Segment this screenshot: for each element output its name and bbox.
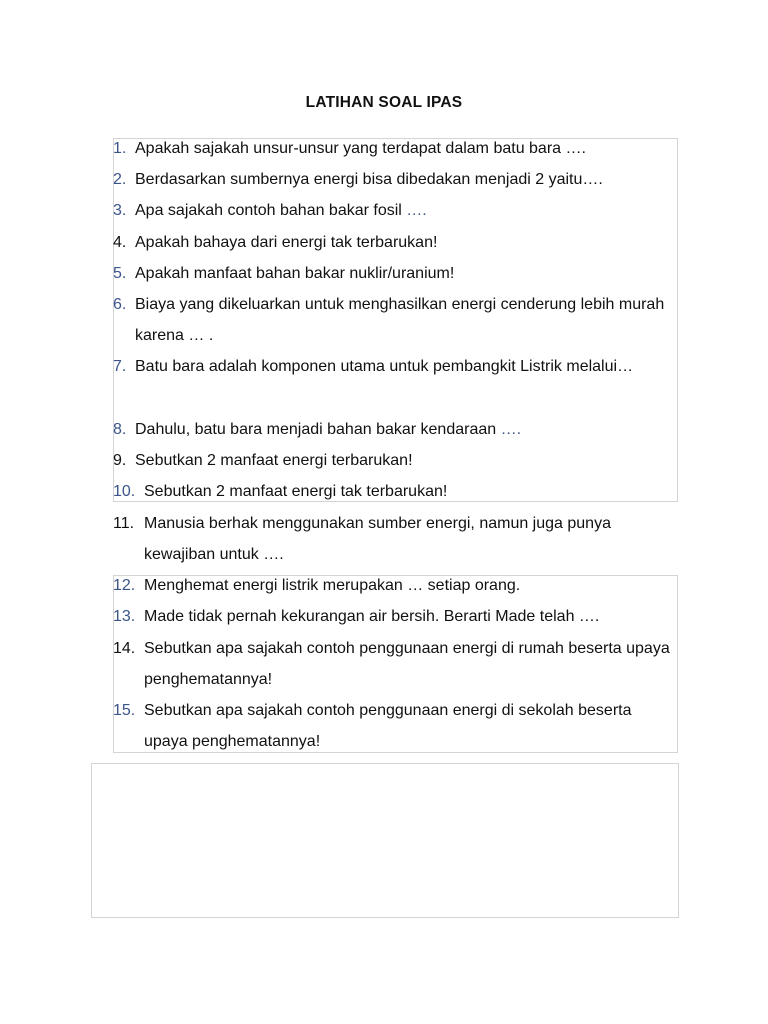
question-item xyxy=(113,414,678,445)
question-item xyxy=(113,508,678,570)
question-text: Apakah sajakah unsur-unsur yang terdapat dalam batu bara …. xyxy=(135,140,586,157)
question-item xyxy=(113,133,678,164)
question-number: 14. xyxy=(113,640,136,657)
question-item xyxy=(113,445,678,476)
question-item xyxy=(113,601,678,632)
question-text-tail: …. xyxy=(401,202,427,219)
question-number: 12. xyxy=(113,577,136,594)
empty-text-box xyxy=(91,763,679,918)
question-text: Sebutkan 2 manfaat energi terbarukan! xyxy=(135,452,413,469)
question-text xyxy=(113,195,678,226)
question-text: Berdasarkan sumbernya energi bisa dibedakan menjadi 2 yaitu…. xyxy=(135,171,603,188)
question-number: 7. xyxy=(113,358,127,375)
question-text-main: Apa sajakah contoh bahan bakar fosil xyxy=(135,202,402,219)
question-item xyxy=(113,195,678,226)
question-text: Sebutkan apa sajakah contoh penggunaan energi di sekolah beserta upaya penghematannya! xyxy=(144,702,632,750)
question-item xyxy=(113,695,678,757)
question-text xyxy=(113,414,678,445)
question-text-tail: …. xyxy=(496,421,522,438)
question-text: Apakah bahaya dari energi tak terbarukan! xyxy=(135,234,438,251)
question-number: 8. xyxy=(113,421,127,438)
question-item xyxy=(113,164,678,195)
question-number: 13. xyxy=(113,608,136,625)
question-text: Biaya yang dikeluarkan untuk menghasilkan energi cenderung lebih murah karena … . xyxy=(135,296,665,344)
question-number: 15. xyxy=(113,702,136,719)
question-item xyxy=(113,633,678,695)
question-number: 3. xyxy=(113,202,127,219)
question-text: Manusia berhak menggunakan sumber energi, namun juga punya kewajiban untuk …. xyxy=(144,515,611,563)
question-number: 6. xyxy=(113,296,127,313)
question-item xyxy=(113,476,678,507)
question-text: Sebutkan apa sajakah contoh penggunaan energi di rumah beserta upaya penghematannya! xyxy=(144,640,670,688)
question-text: Batu bara adalah komponen utama untuk pembangkit Listrik melalui… xyxy=(135,358,634,375)
question-number: 9. xyxy=(113,452,127,469)
question-item xyxy=(113,351,678,382)
question-item xyxy=(113,227,678,258)
question-number: 10. xyxy=(113,483,136,500)
document-title: LATIHAN SOAL IPAS xyxy=(305,94,463,111)
question-item xyxy=(113,258,678,289)
question-text-main: Dahulu, batu bara menjadi bahan bakar kendaraan xyxy=(135,421,497,438)
question-number: 11. xyxy=(113,515,135,532)
question-item xyxy=(113,289,678,351)
question-text: Sebutkan 2 manfaat energi tak terbarukan! xyxy=(144,483,448,500)
question-number: 4. xyxy=(113,234,127,251)
question-number: 5. xyxy=(113,265,127,282)
question-text: Made tidak pernah kekurangan air bersih. Berarti Made telah …. xyxy=(144,608,600,625)
question-text: Apakah manfaat bahan bakar nuklir/uranium! xyxy=(135,265,455,282)
question-item xyxy=(113,570,678,601)
question-number: 1. xyxy=(113,140,127,157)
question-text: Menghemat energi listrik merupakan … setiap orang. xyxy=(144,577,521,594)
question-number: 2. xyxy=(113,171,127,188)
